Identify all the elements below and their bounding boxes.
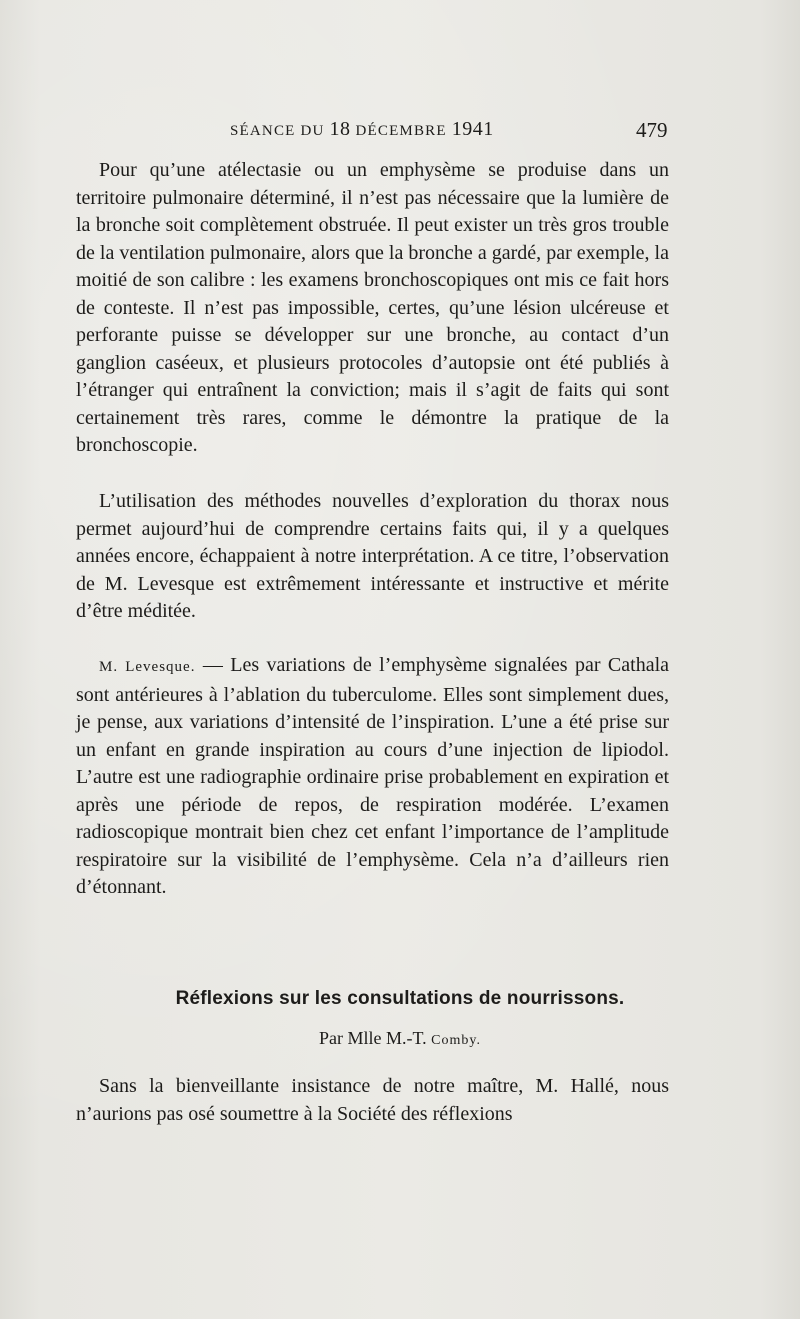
- paragraph-atelectasie: [76, 157, 669, 460]
- running-title: [230, 118, 494, 141]
- paragraph-intro: [76, 1073, 669, 1128]
- running-title-month: DÉCEMBRE: [350, 123, 452, 139]
- running-title-year: 1941: [451, 118, 494, 140]
- author-name: Comby.: [431, 1033, 481, 1048]
- paragraph-text: Pour qu’une atélectasie ou un emphysème se produise dans un territoire pulmonaire déterminé, il n’est pas nécessaire que la lumière de la bronche soit complètement obstruée. Il peut exister un très gros trouble de la ventilation pulmonaire, alors que la bronche a gardé, par exemple, la moitié de son calibre : les examens bronchoscopiques ont mis ce fait hors de conteste. Il n’est pas impossible, certes, qu’une lésion ulcéreuse et perforante puisse se développer sur une bronche, au contact d’un ganglion caséeux, et plusieurs protocoles d’autopsie ont été publiés à l’étranger qui entraînent la conviction; mais il s’agit de faits qui sont certainement très rares, comme le démontre la pratique de la bronchoscopie.: [76, 159, 669, 456]
- paragraph-text: [76, 652, 669, 902]
- running-title-day: 18: [329, 118, 351, 140]
- page-number: 479: [636, 118, 668, 142]
- speaker-name: M. Levesque.: [99, 659, 196, 675]
- paragraph-text: Sans la bienveillante insistance de notre maître, M. Hallé, nous n’aurions pas osé soumettre à la Société des réflexions: [76, 1075, 669, 1125]
- speaker-remarks: — Les variations de l’emphysème signalées par Cathala sont antérieures à l’ablation du tuberculome. Elles sont simplement dues, je pense, aux variations d’intensité de l’inspiration. L’une a été prise sur un enfant en grande inspiration au cours d’une injection de lipiodol. L’autre est une radiographie ordinaire prise probablement en expiration et après une période de repos, de respiration modérée. L’examen radioscopique montrait bien chez cet enfant l’importance de l’amplitude respiratoire sur la visibilité de l’emphysème. Cela n’a d’ailleurs rien d’étonnant.: [76, 654, 670, 898]
- section-author: [0, 1028, 800, 1049]
- running-title-prefix: SÉANCE DU: [230, 123, 330, 139]
- paragraph-methodes: [76, 488, 669, 626]
- paragraph-levesque: [76, 652, 669, 902]
- paragraph-text: L’utilisation des méthodes nouvelles d’exploration du thorax nous permet aujourd’hui de comprendre certains faits qui, il y a quelques années encore, échappaient à notre interprétation. A ce titre, l’observation de M. Levesque est extrêmement intéressante et instructive et mérite d’être méditée.: [76, 490, 669, 622]
- running-header: [0, 118, 800, 148]
- author-prefix: Par Mlle M.-T.: [319, 1028, 432, 1048]
- section-heading: Réflexions sur les consultations de nourrissons.: [175, 988, 625, 1009]
